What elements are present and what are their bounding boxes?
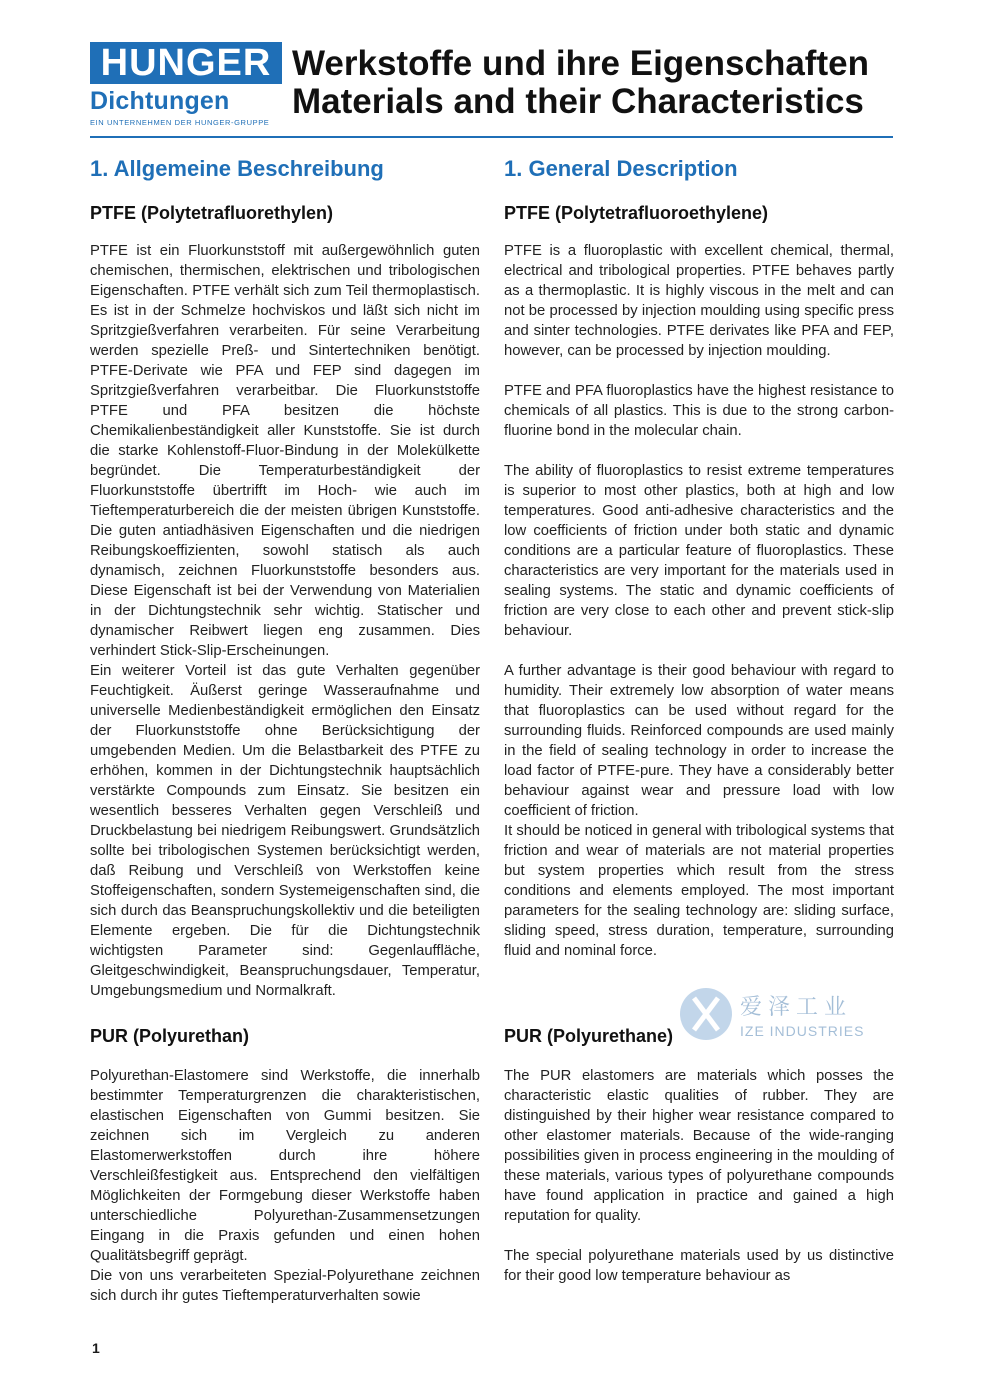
watermark-text [740,990,864,1039]
pur-section-en [504,1024,894,1286]
header-divider [90,136,893,138]
ptfe-paragraph-de-2: Ein weiterer Vorteil ist das gute Verhalten gegenüber Feuchtigkeit. Äußerst geringe Wasseraufnahme und universelle Medienbeständigkeit ermöglichen den Einsatz der Fluorkunststoffe ohne Berücksichtigung der umgebenden Medien. Um die Belastbarkeit des PTFE zu erhöhen, kommen in der Dichtungstechnik hauptsächlich verstärkte Compounds zum Einsatz. Sie besitzen ein wesentlich besseres Verhalten gegen Verschleiß und Druckbelastung bei niedrigem Reibungswert. Grundsätzlich sollte bei tribologischen Systemen berücksichtigt werden, daß Reibung und Verschleiß von Werkstoffen keine Stoffeigenschaften, sondern Systemeigenschaften sind, die sich durch das Beanspruchungskollektiv und die beteiligten Elemente ergeben. Die für die Dichtungstechnik wichtigsten Parameter sind: Gegenlauffläche, Gleitgeschwindigkeit, Beanspruchungsdauer, Temperatur, Umgebungsmedium und Normalkraft. [90,663,480,999]
ptfe-paragraph-en-1: PTFE is a fluoroplastic with excellent chemical, thermal, electrical and tribological properties. PTFE behaves partly as a thermoplastic. It is highly viscous in the melt and can not be processed by injection moulding using specific press and sinter technologies. PTFE derivates like PFA and FEP, however, can be processed by injection moulding. [504,243,894,359]
page-number: 1 [92,1340,100,1356]
pur-section-de [90,1024,480,1306]
watermark-en: IZE INDUSTRIES [740,1023,865,1039]
pur-heading-de: PUR (Polyurethan) [90,1026,250,1046]
ptfe-paragraph-en-2: PTFE and PFA fluoroplastics have the highest resistance to chemicals of all plastics. This is due to the strong carbon-fluorine bond in the molecular chain. [504,383,894,439]
ptfe-paragraph-en-3: The ability of fluoroplastics to resist extreme temperatures is superior to most other plastics, both at high and low temperatures. Good anti-adhesive characteristics and the low coefficients of friction under both static and dynamic conditions are a particular feature of fluoroplastics. These characteristics are very important for the materials used in sealing systems. The static and dynamic coefficients of friction are very close to each other and prevent stick-slip behaviour. [504,463,894,639]
logo-dichtungen: Dichtungen [90,87,230,115]
pur-paragraph-en-1: The PUR elastomers are materials which posses the characteristic elastic qualities of rubber. They are distinguished by their higher wear resistance compared to other elastomer materials. Because of the wide-ranging possibilities given in process engineering in the moulding of these materials, various types of polyurethane compounds have found application in practice and gained a high reputation for quality. [504,1068,894,1224]
logo-subtitle: EIN UNTERNEHMEN DER HUNGER-GRUPPE [90,118,270,127]
company-logo [90,42,282,127]
pur-paragraph-de-1: Polyurethan-Elastomere sind Werkstoffe, die innerhalb bestimmter Temperaturgrenzen die charakteristischen, elastischen Eigenschaften von Gummi besitzen. Sie zeichnen sich im Vergleich zu anderen Elastomerwerkstoffen durch ihre höhere Verschleißfestigkeit aus. Entsprechend den vielfältigen Möglichkeiten der Formgebung dieser Werkstoffe haben unterschiedliche Polyurethan-Zusammensetzungen Eingang in die Praxis gefunden und einen hohen Qualitätsbegriff geprägt. [90,1068,480,1264]
pur-paragraph-en-2: The special polyurethane materials used by us distinctive for their good low temperature behaviour as [504,1248,894,1284]
ptfe-heading-de: PTFE (Polytetrafluorethylen) [90,203,334,223]
ptfe-paragraph-en-5: It should be noticed in general with tribological systems that friction and wear of materials are not material properties but system properties which result from the stress conditions and elements employed. The most important parameters for the sealing technology are: sliding surface, sliding speed, stress duration, temperature, surrounding fluid and nominal force. [504,823,894,959]
section-heading-en: 1. General Description [504,156,738,181]
pur-heading-en: PUR (Polyurethane) [504,1026,674,1046]
section-heading-de: 1. Allgemeine Beschreibung [90,156,384,181]
column-english [504,155,894,961]
logo-hunger: HUNGER [90,42,282,84]
page-title [292,45,869,121]
ptfe-paragraph-de-1: PTFE ist ein Fluorkunststoff mit außergewöhnlich guten chemischen, thermischen, elektrischen und tribologischen Eigenschaften. PTFE verhält sich zum Teil thermoplastisch. Es ist in der Schmelze hochviskos und läßt sich nicht im Spritzgießverfahren verarbeiten. Für seine Verarbeitung werden spezielle Preß- und Sintertechniken benötigt. PTFE-Derivate wie PFA und FEP sind dagegen im Spritzgießverfahren verarbeitbar. Die Fluorkunststoffe PTFE und PFA besitzen die höchste Chemikalienbeständigkeit aller Kunststoffe. Sie ist durch die starke Kohlenstoff-Fluor-Bindung in der Molekülkette begründet. Die Temperaturbeständigkeit der Fluorkunststoffe übertrifft im Hoch- wie auch im Tieftemperaturbereich die der meisten übrigen Kunststoffe. Die guten antiadhäsiven Eigenschaften und die niedrigen Reibungskoeffizienten, sowohl statisch als auch dynamisch, zeichnen Fluorkunststoffe besonders aus. Diese Eigenschaft ist bei der Verwendung von Materialien in der Dichtungstechnik sehr wichtig. Statischer und dynamischer Reibwert liegen eng zusammen. Dies verhindert Stick-Slip-Erscheinungen. [90,243,480,659]
page-title-de: Werkstoffe und ihre Eigenschaften [292,44,869,83]
pur-paragraph-de-2: Die von uns verarbeiteten Spezial-Polyurethane zeichnen sich durch ihr gutes Tieftemperaturverhalten sowie [90,1268,480,1304]
watermark-cn: 爱泽工业 [740,995,853,1020]
page-title-en: Materials and their Characteristics [292,82,864,121]
ptfe-heading-en: PTFE (Polytetrafluoroethylene) [504,203,769,223]
column-german [90,155,480,1001]
ptfe-paragraph-en-4: A further advantage is their good behaviour with regard to humidity. Their extremely low absorption of water means that fluoroplastics can be used without regard for the surrounding fluids. Reinforced compounds are used mainly in the field of sealing technology in order to increase the load factor of PTFE-pure. They have a considerably better behaviour against wear and pressure load with low coefficient of friction. [504,663,894,819]
